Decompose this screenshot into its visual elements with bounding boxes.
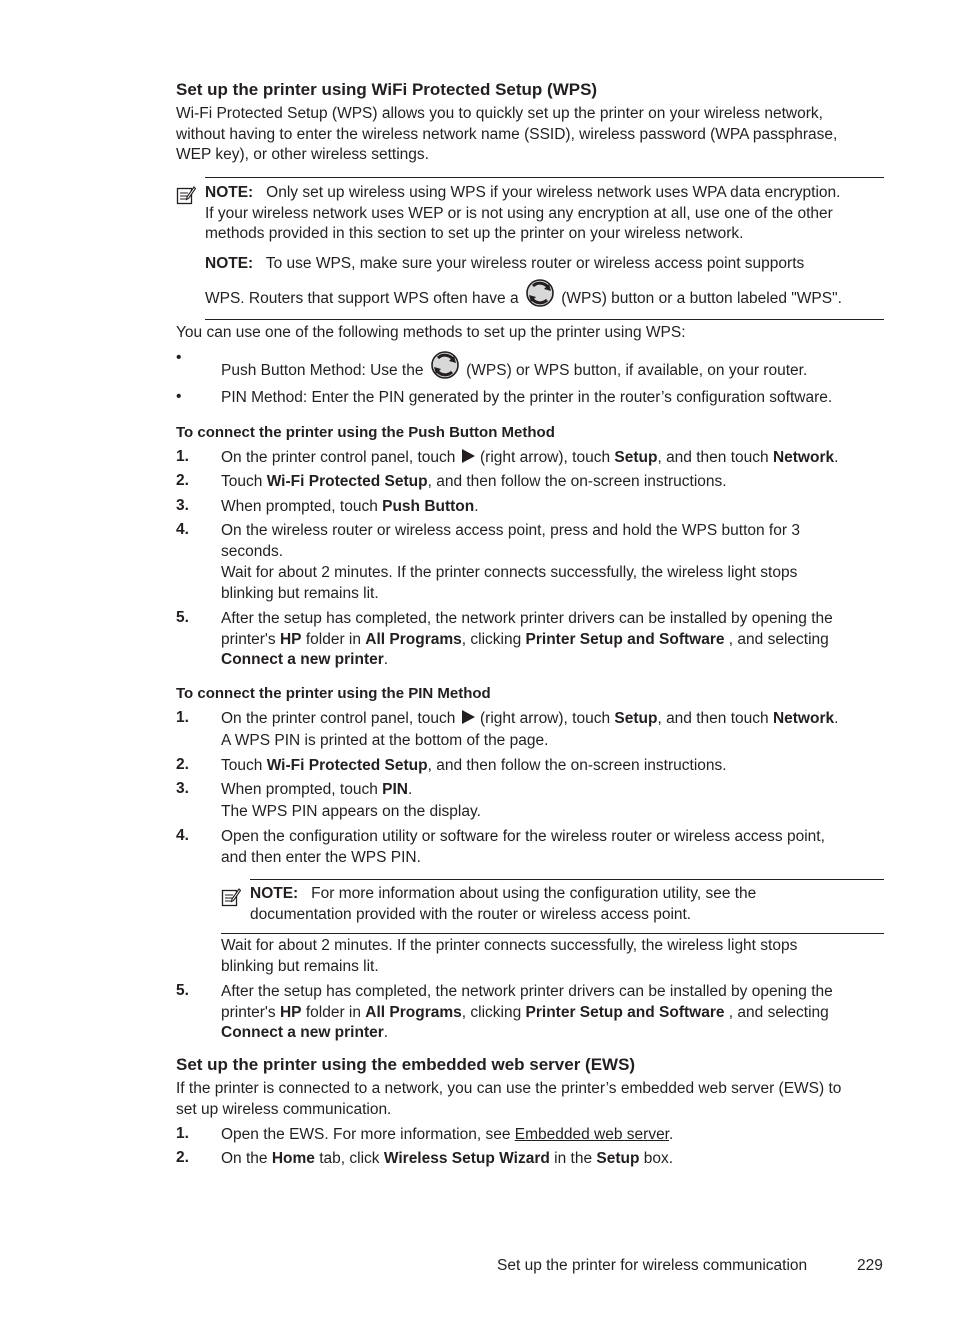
pin-step-3	[221, 780, 886, 822]
step-bold: Push Button	[382, 498, 475, 515]
wps-intro-line: Wi-Fi Protected Setup (WPS) allows you to quickly set up the printer on your wireless network,	[176, 105, 823, 122]
step-text: .	[383, 1024, 389, 1041]
step-text: On the	[221, 1150, 268, 1167]
footer-title: Set up the printer for wireless communication	[497, 1257, 808, 1274]
step-number: 2.	[176, 472, 189, 489]
step-bold: Wi-Fi Protected Setup	[266, 757, 428, 774]
note-wps-support	[205, 254, 895, 275]
step-number: 2.	[176, 756, 189, 773]
note-wps-support-line2	[205, 277, 895, 315]
step-text: Wait for about 2 minutes. If the printer connects successfully, the wireless light stops	[221, 564, 798, 581]
step-text: , and selecting	[728, 630, 829, 648]
step-bold: HP	[279, 1003, 302, 1021]
step-text: , and then touch	[657, 710, 769, 727]
note-wpa	[205, 183, 895, 245]
step-text: seconds.	[221, 542, 284, 560]
bullet: •	[176, 349, 182, 366]
step-bold: Network	[772, 710, 835, 727]
note-label: NOTE:	[205, 184, 254, 201]
note-bottom-rule	[205, 319, 884, 320]
step-text: and then enter the WPS PIN.	[221, 848, 421, 866]
note-icon	[221, 887, 241, 907]
step-text: On the printer control panel, touch	[221, 449, 456, 466]
step-text: blinking but remains lit.	[221, 957, 379, 975]
note-text: (WPS) button or a button labeled "WPS".	[561, 290, 842, 307]
step-text: Touch	[221, 757, 263, 774]
step-text: Wait for about 2 minutes. If the printer connects successfully, the wireless light stops	[221, 937, 798, 954]
bullet: •	[176, 388, 182, 405]
push-button-heading: To connect the printer using the Push Button Method	[176, 424, 555, 441]
step-text: printer's	[221, 630, 276, 648]
step-number: 3.	[176, 497, 189, 514]
bullet-text: (WPS) or WPS button, if available, on your router.	[466, 362, 808, 379]
ews-step-1	[221, 1125, 886, 1146]
methods-intro: You can use one of the following methods to set up the printer using WPS:	[176, 324, 686, 341]
bullet-pin-method: PIN Method: Enter the PIN generated by the printer in the router’s configuration software.	[221, 389, 833, 406]
step-text: The WPS PIN appears on the display.	[221, 802, 481, 820]
step-text: (right arrow), touch	[480, 449, 611, 466]
ews-intro-line: set up wireless communication.	[176, 1100, 392, 1118]
step-bold: Wireless Setup Wizard	[383, 1150, 550, 1167]
step-text: tab, click	[319, 1150, 380, 1167]
step-text: , and then follow the on-screen instructions.	[427, 757, 727, 774]
note-top-rule	[205, 177, 884, 178]
step-bold: Printer Setup and Software	[525, 630, 725, 648]
step-bold: Setup	[614, 710, 658, 727]
note-text: To use WPS, make sure your wireless router or wireless access point supports	[265, 255, 805, 272]
step-text: .	[834, 710, 839, 727]
step-number: 1.	[176, 1125, 189, 1142]
note-text: WPS. Routers that support WPS often have a	[205, 290, 519, 307]
step-text: On the wireless router or wireless access point, press and hold the WPS button for 3	[221, 522, 800, 539]
page-number: 229	[857, 1257, 883, 1274]
step-text: Open the configuration utility or software for the wireless router or wireless access point,	[221, 828, 825, 845]
pin-step-5	[221, 982, 886, 1044]
step-bold: Printer Setup and Software	[525, 1003, 725, 1021]
push-step-4	[221, 521, 886, 562]
step-text: , and then touch	[657, 449, 769, 466]
step-text: box.	[643, 1150, 674, 1167]
wps-intro-line: WEP key), or other wireless settings.	[176, 146, 429, 163]
note-text: documentation provided with the router or wireless access point.	[250, 905, 692, 923]
step-text: , clicking	[461, 630, 522, 648]
wps-icon	[428, 349, 462, 381]
note-bottom-rule	[221, 933, 884, 934]
pin-step-2	[221, 756, 886, 777]
step-bold: Network	[772, 449, 835, 466]
step-bold: Home	[271, 1150, 315, 1167]
ews-intro-line: If the printer is connected to a network, you can use the printer’s embedded web server (EWS) to	[176, 1080, 842, 1097]
step-bold: Connect a new printer	[221, 1024, 384, 1041]
step-text: Open the EWS. For more information, see	[221, 1126, 511, 1143]
step-text: .	[383, 651, 389, 668]
bullet-text: Push Button Method: Use the	[221, 362, 424, 379]
step-text: folder in	[305, 1003, 361, 1021]
step-text: After the setup has completed, the network printer drivers can be installed by opening the	[221, 610, 833, 627]
step-number: 5.	[176, 609, 189, 626]
step-bold: HP	[279, 630, 302, 648]
step-text: (right arrow), touch	[480, 710, 611, 727]
push-step-5	[221, 609, 886, 671]
pin-step-1	[221, 709, 886, 751]
step-text: , and selecting	[728, 1003, 829, 1021]
pin-step-4	[221, 827, 886, 868]
step-bold: Setup	[614, 449, 658, 466]
ews-intro	[176, 1079, 886, 1120]
step-text: .	[474, 498, 479, 515]
step-bold: Wi-Fi Protected Setup	[266, 473, 428, 490]
push-step-1	[221, 448, 886, 469]
step-text: .	[407, 781, 413, 798]
step-text: On the printer control panel, touch	[221, 710, 456, 727]
step-text: , clicking	[461, 1003, 522, 1021]
note-text: If your wireless network uses WEP or is not using any encryption at all, use one of the other	[205, 204, 833, 222]
step-bold: Setup	[596, 1150, 640, 1167]
note-top-rule	[250, 879, 884, 880]
step-text: .	[669, 1126, 674, 1143]
note-config-utility	[250, 884, 884, 925]
step-number: 2.	[176, 1149, 189, 1166]
step-number: 1.	[176, 448, 189, 465]
note-label: NOTE:	[205, 255, 254, 272]
pin-step-4-wait	[221, 936, 886, 977]
step-text: A WPS PIN is printed at the bottom of the page.	[221, 731, 549, 749]
step-bold: Connect a new printer	[221, 651, 384, 668]
step-text: After the setup has completed, the network printer drivers can be installed by opening the	[221, 983, 833, 1000]
section-heading-ews: Set up the printer using the embedded web server (EWS)	[176, 1055, 636, 1074]
step-text: , and then follow the on-screen instructions.	[427, 473, 727, 490]
step-text: When prompted, touch	[221, 498, 378, 515]
note-text: Only set up wireless using WPS if your wireless network uses WPA data encryption.	[266, 184, 841, 201]
step-bold: PIN	[382, 781, 408, 798]
step-bold: All Programs	[365, 1003, 462, 1021]
embedded-web-server-link[interactable]: Embedded web server	[514, 1126, 669, 1143]
note-text: methods provided in this section to set up the printer on your wireless network.	[205, 225, 744, 242]
step-text: folder in	[305, 630, 361, 648]
push-step-2	[221, 472, 886, 493]
pin-method-heading: To connect the printer using the PIN Method	[176, 685, 491, 702]
right-arrow-icon	[460, 709, 476, 725]
note-text: For more information about using the configuration utility, see the	[311, 885, 757, 902]
step-number: 1.	[176, 709, 189, 726]
push-step-4-wait	[221, 563, 886, 604]
wps-intro-line: without having to enter the wireless network name (SSID), wireless password (WPA passphrase,	[176, 125, 838, 143]
step-number: 3.	[176, 780, 189, 797]
step-text: blinking but remains lit.	[221, 584, 379, 602]
step-text: When prompted, touch	[221, 781, 378, 798]
step-text: printer's	[221, 1003, 276, 1021]
step-text: .	[834, 449, 839, 466]
push-step-3	[221, 497, 886, 518]
step-number: 4.	[176, 521, 189, 538]
wps-icon	[523, 277, 557, 309]
note-label: NOTE:	[250, 885, 299, 902]
wps-intro	[176, 104, 886, 166]
note-icon	[176, 185, 196, 205]
step-text: Touch	[221, 473, 263, 490]
step-bold: All Programs	[365, 630, 462, 648]
right-arrow-icon	[460, 448, 476, 464]
step-text: in the	[554, 1150, 593, 1167]
bullet-push-button	[221, 349, 886, 387]
section-heading-wps: Set up the printer using WiFi Protected Setup (WPS)	[176, 80, 598, 99]
step-number: 4.	[176, 827, 189, 844]
ews-step-2	[221, 1149, 886, 1170]
step-number: 5.	[176, 982, 189, 999]
